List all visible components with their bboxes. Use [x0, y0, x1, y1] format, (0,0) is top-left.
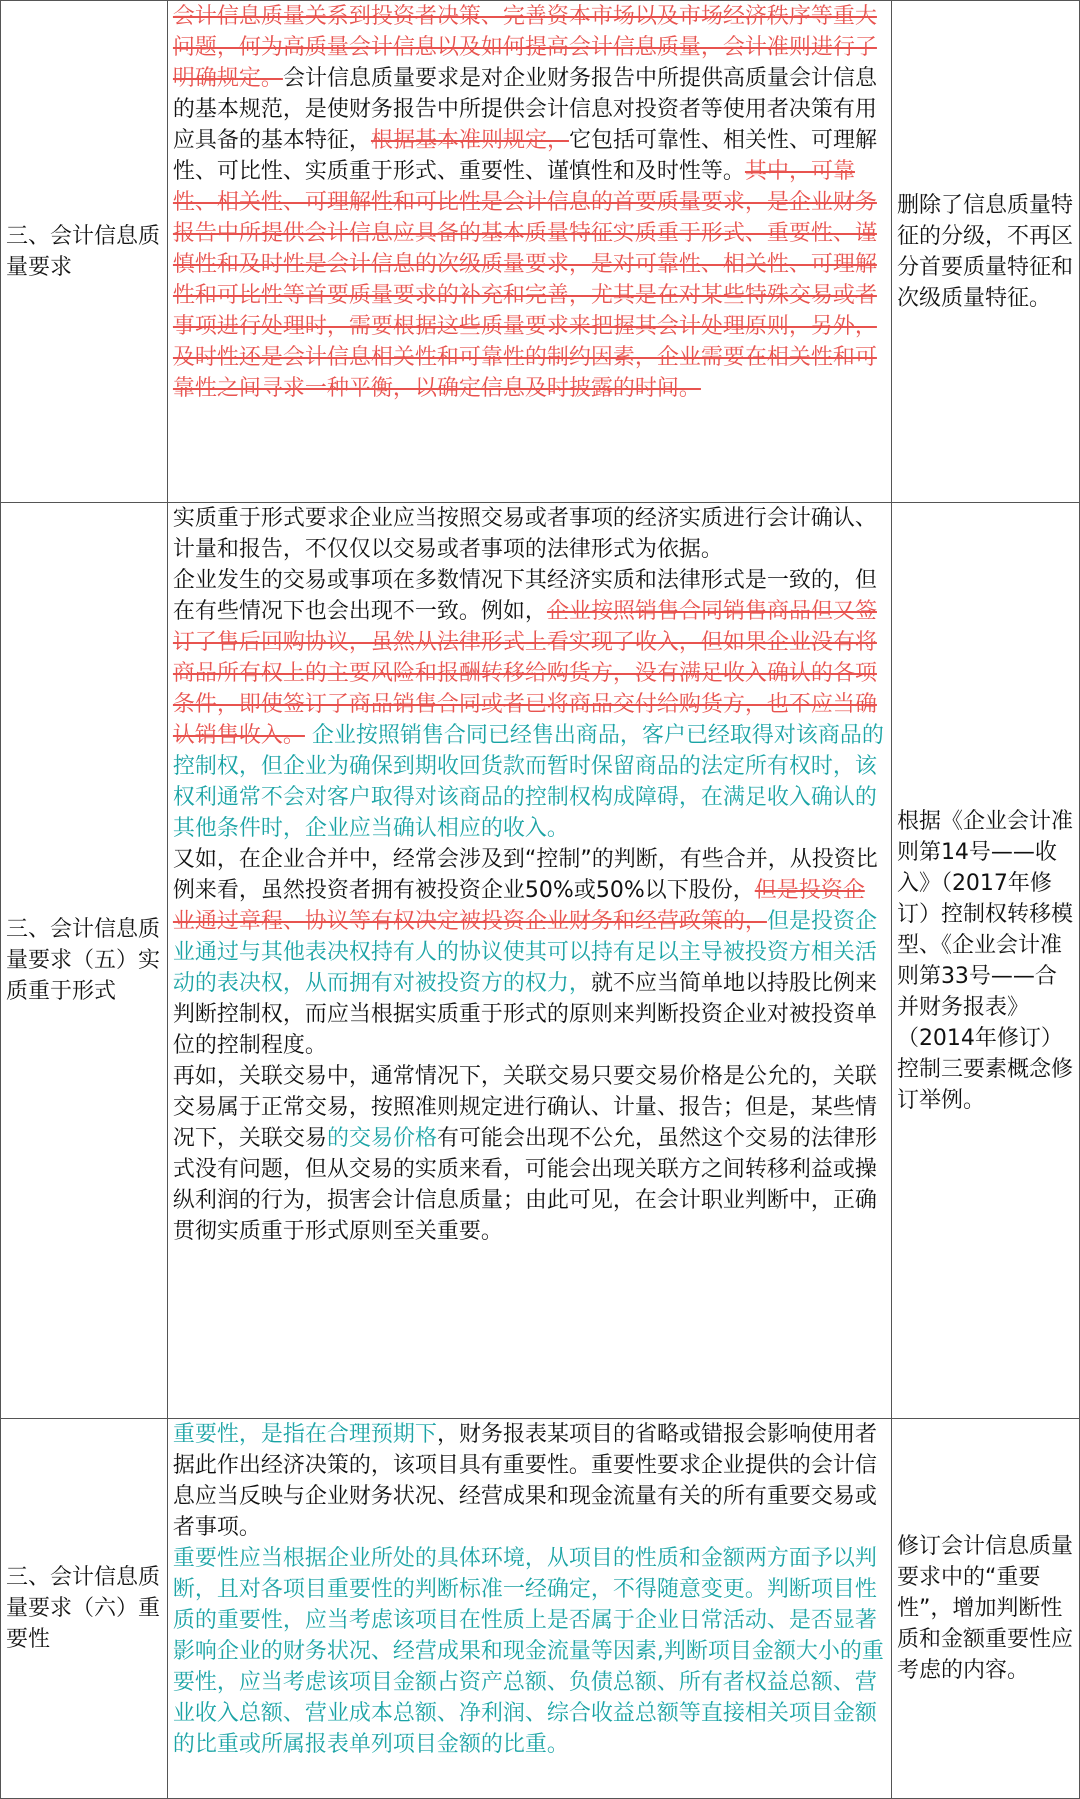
content-text: 就不应当简单地以持股比例来判断控制权，而应当根据实质重于形式的原则来判断投资企业对被投资单位的控制程度。: [172, 971, 877, 1058]
content-text: 会计信息质量要求是对企业财务报告中所提供高质量会计信息的基本规范，是使财务报告中所提供会计信息对投资者等使用者决策有用应具备的基本特征，: [172, 66, 877, 153]
content-cell: [167, 1419, 891, 1799]
content-cell: [167, 1, 891, 503]
content-text: 企业发生的交易或事项在多数情况下其经济实质和法律形式是一致的，但在有些情况下也会出现不一致。例如，: [172, 568, 877, 624]
content-text: 有可能会出现不公允，虽然这个交易的法律形式没有问题，但从交易的实质来看，可能会出现关联方之间转移利益或操纵利润的行为，损害会计信息质量；由此可见，在会计职业判断中，正确贯彻实质重于形式原则至关重要。: [172, 1126, 877, 1244]
content-paragraph: [173, 1, 886, 404]
content-cell: [167, 503, 891, 1419]
content-paragraph: [173, 565, 886, 844]
content-paragraph: [173, 1419, 886, 1543]
inserted-text: 重要性，是指在合理预期下: [172, 1422, 437, 1447]
inserted-text: 企业按照销售合同已经售出商品，客户已经取得对该商品的控制权，但企业为确保到期收回货款而暂时保留商品的法定所有权时，该权利通常不会对客户取得对该商品的控制权构成障碍，在满足收入确认的其他条件时，企业应当确认相应的收入。: [172, 723, 884, 841]
content-paragraph: 实质重于形式要求企业应当按照交易或者事项的经济实质进行会计确认、计量和报告，不仅仅以交易或者事项的法律形式为依据。: [172, 506, 877, 562]
deleted-text: 企业按照销售合同销售商品但又签订了售后回购协议，虽然从法律形式上看实现了收入，但如果企业没有将商品所有权上的主要风险和报酬转移给购货方，没有满足收入确认的各项条件，即使签订了商品销售合同或者已将商品交付给购货方，也不应当确认销售收入。: [172, 599, 877, 748]
content-text: 又如，在企业合并中，经常会涉及到“控制”的判断，有些合并，从投资比例来看，虽然投资者拥有被投资企业50%或50%以下股份，: [172, 847, 878, 903]
table-row: [1, 1419, 1080, 1799]
content-text: ，财务报表某项目的省略或错报会影响使用者据此作出经济决策的，该项目具有重要性。重要性要求企业提供的会计信息应当反映与企业财务状况、经营成果和现金流量有关的所有重要交易或者事项。: [172, 1422, 877, 1540]
deleted-text: 但是投资企业通过章程、协议等有权决定被投资企业财务和经营政策的，: [172, 878, 865, 934]
note-cell: 删除了信息质量特征的分级，不再区分首要质量特征和次级质量特征。: [891, 1, 1079, 503]
table-row: [1, 1, 1080, 503]
content-paragraph: [173, 1543, 886, 1760]
inserted-text: 但是投资企业通过与其他表决权持有人的协议使其可以持有足以主导被投资方相关活动的表决权，从而拥有对被投资方的权力，: [172, 909, 877, 996]
section-cell: 三、会计信息质量要求（六）重要性: [1, 1419, 168, 1799]
note-cell: 修订会计信息质量要求中的“重要性”，增加判断性质和金额重要性应考虑的内容。: [891, 1419, 1079, 1799]
section-cell: 三、会计信息质量要求: [1, 1, 168, 503]
content-paragraph: [173, 1061, 886, 1247]
content-text: 再如，关联交易中，通常情况下，关联交易只要交易价格是公允的，关联交易属于正常交易，按照准则规定进行确认、计量、报告；但是，某些情况下，关联交易: [172, 1064, 877, 1151]
content-text: 它包括可靠性、相关性、可理解性、可比性、实质重于形式、重要性、谨慎性和及时性等。: [172, 128, 877, 184]
section-cell: 三、会计信息质量要求（五）实质重于形式: [1, 503, 168, 1419]
deleted-text: 根据基本准则规定，: [370, 128, 569, 153]
table-row: [1, 503, 1080, 1419]
inserted-text: 重要性应当根据企业所处的具体环境，从项目的性质和金额两方面予以判断，且对各项目重要性的判断标准一经确定，不得随意变更。判断项目性质的重要性，应当考虑该项目在性质上是否属于企业日常活动、是否显著影响企业的财务状况、经营成果和现金流量等因素,判断项目金额大小的重要性，应当考虑该项目金额占资产总额、负债总额、所有者权益总额、营业收入总额、营业成本总额、净利润、综合收益总额等直接相关项目金额的比重或所属报表单列项目金额的比重。: [172, 1546, 884, 1757]
deleted-text: 会计信息质量关系到投资者决策、完善资本市场以及市场经济秩序等重大问题，何为高质量会计信息以及如何提高会计信息质量，会计准则进行了明确规定。: [172, 4, 877, 91]
deleted-text: 其中，可靠性、相关性、可理解性和可比性是会计信息的首要质量要求，是企业财务报告中所提供会计信息应具备的基本质量特征实质重于形式、重要性、谨慎性和及时性是会计信息的次级质量要求，是对可靠性、相关性、可理解性和可比性等首要质量要求的补充和完善，尤其是在对某些特殊交易或者事项进行处理时，需要根据这些质量要求来把握其会计处理原则，另外，及时性还是会计信息相关性和可靠性的制约因素，企业需要在相关性和可靠性之间寻求一种平衡，以确定信息及时披露的时间。: [172, 159, 877, 401]
inserted-text: 的交易价格: [326, 1126, 437, 1151]
content-paragraph: [173, 844, 886, 1061]
note-cell: 根据《企业会计准则第14号——收入》（2017年修订）控制权转移模型、《企业会计准则第33号——合并财务报表》（2014年修订）控制三要素概念修订举例。: [891, 503, 1079, 1419]
